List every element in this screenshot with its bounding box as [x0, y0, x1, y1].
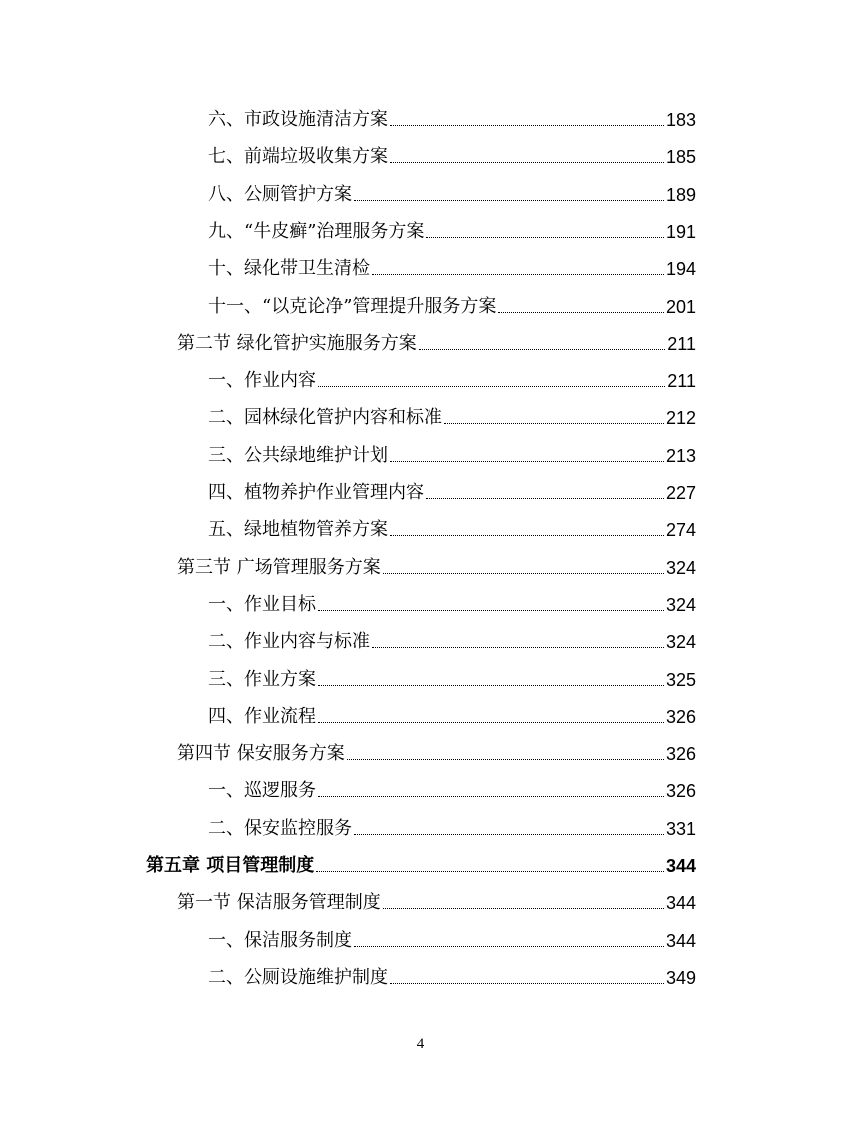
toc-entry-page: 326 — [665, 706, 696, 727]
toc-entry-page: 227 — [665, 483, 696, 503]
toc-entry[interactable] — [208, 698, 696, 728]
dot-leader — [372, 646, 664, 648]
dot-leader — [318, 385, 665, 387]
toc-entry[interactable] — [208, 772, 696, 802]
toc-entry-page: 324 — [665, 557, 696, 578]
toc-entry-page: 344 — [665, 930, 696, 951]
toc-entry[interactable] — [208, 288, 696, 318]
toc-entry-page: 349 — [665, 967, 696, 988]
toc-entry[interactable] — [208, 250, 696, 280]
dot-leader — [498, 311, 664, 313]
toc-chapter-entry[interactable] — [146, 847, 696, 877]
dot-leader — [354, 199, 664, 201]
toc-entry-title: 二、园林绿化管护内容和标准 — [208, 407, 442, 429]
dot-leader — [390, 534, 664, 536]
toc-entry-page: 326 — [665, 744, 696, 765]
toc-entry-title: 九、“牛皮癣”治理服务方案 — [208, 220, 425, 242]
toc-entry-page: 212 — [665, 408, 696, 429]
dot-leader — [347, 758, 664, 760]
toc-entry[interactable] — [208, 511, 696, 541]
dot-leader — [426, 497, 664, 499]
dot-leader — [372, 273, 664, 275]
toc-entry[interactable] — [208, 213, 696, 243]
toc-entry-title: 八、公厕管护方案 — [208, 183, 352, 205]
toc-section-entry[interactable] — [177, 549, 696, 579]
toc-entry-page: 194 — [665, 259, 696, 280]
dot-leader — [390, 124, 664, 126]
toc-entry-page: 324 — [665, 594, 696, 615]
toc-entry-page: 189 — [665, 184, 696, 205]
toc-entry-title: 一、作业目标 — [208, 593, 316, 615]
toc-entry-title: 六、市政设施清洁方案 — [208, 109, 388, 130]
dot-leader — [316, 870, 664, 872]
toc-entry[interactable] — [208, 586, 696, 616]
toc-entry[interactable] — [208, 810, 696, 840]
toc-entry-page: 191 — [665, 221, 696, 242]
toc-entry-page: 326 — [665, 781, 696, 802]
toc-entry[interactable] — [208, 474, 696, 504]
toc-entry[interactable] — [208, 176, 696, 206]
toc-entry[interactable] — [208, 101, 696, 131]
toc-entry-title: 三、作业方案 — [208, 668, 316, 690]
dot-leader — [383, 907, 664, 909]
toc-entry-page: 201 — [665, 296, 696, 317]
toc-entry-page: 183 — [665, 110, 696, 130]
toc-entry-title: 三、公共绿地维护计划 — [208, 444, 388, 466]
dot-leader — [318, 795, 664, 797]
toc-entry-page: 274 — [665, 520, 696, 541]
dot-leader — [354, 833, 664, 835]
toc-entry-page: 344 — [665, 856, 696, 876]
toc-entry-title: 十、绿化带卫生清检 — [208, 258, 370, 280]
toc-entry-page: 213 — [665, 445, 696, 466]
toc-entry-title: 第四节 保安服务方案 — [177, 743, 345, 765]
toc-entry-title: 二、作业内容与标准 — [208, 631, 370, 653]
toc-entry-title: 一、作业内容 — [208, 370, 316, 392]
dot-leader — [318, 684, 664, 686]
toc-entry[interactable] — [208, 922, 696, 952]
toc-entry-page: 331 — [665, 818, 696, 839]
toc-entry-title: 十一、“以克论净”管理提升服务方案 — [208, 295, 497, 317]
dot-leader — [318, 609, 664, 611]
toc-entry-title: 二、公厕设施维护制度 — [208, 966, 388, 988]
toc-entry-title: 第五章 项目管理制度 — [146, 855, 315, 876]
toc-entry[interactable] — [208, 399, 696, 429]
toc-entry[interactable] — [208, 623, 696, 653]
toc-entry-page: 344 — [665, 893, 696, 914]
toc-entry[interactable] — [208, 959, 696, 989]
dot-leader — [354, 945, 664, 947]
toc-entry[interactable] — [208, 437, 696, 467]
toc-entry-title: 七、前端垃圾收集方案 — [208, 146, 388, 168]
dot-leader — [444, 422, 664, 424]
toc-section-entry[interactable] — [177, 325, 696, 355]
toc-entry-page: 185 — [665, 147, 696, 168]
toc-entry-title: 一、保洁服务制度 — [208, 929, 352, 951]
toc-entry-title: 一、巡逻服务 — [208, 780, 316, 802]
toc-entry-page: 324 — [665, 632, 696, 653]
dot-leader — [390, 460, 664, 462]
toc-entry-title: 五、绿地植物管养方案 — [208, 519, 388, 541]
dot-leader — [390, 161, 664, 163]
toc-entry-title: 第一节 保洁服务管理制度 — [177, 892, 381, 914]
toc-entry[interactable] — [208, 138, 696, 168]
toc-entry[interactable] — [208, 661, 696, 691]
toc-section-entry[interactable] — [177, 884, 696, 914]
toc-entry-page: 325 — [665, 669, 696, 690]
toc-entry-title: 四、植物养护作业管理内容 — [208, 482, 424, 503]
page-number: 4 — [416, 1036, 425, 1052]
toc-entry-page: 211 — [667, 371, 696, 392]
toc-entry-title: 二、保安监控服务 — [208, 817, 352, 839]
dot-leader — [426, 236, 664, 238]
toc-entry-title: 四、作业流程 — [208, 705, 316, 727]
toc-entry[interactable] — [208, 362, 696, 392]
dot-leader — [419, 348, 666, 350]
dot-leader — [390, 982, 664, 984]
dot-leader — [318, 721, 664, 723]
toc-section-entry[interactable] — [177, 735, 696, 765]
toc-entry-title: 第三节 广场管理服务方案 — [177, 556, 381, 578]
toc-entry-title: 第二节 绿化管护实施服务方案 — [177, 332, 417, 354]
toc-entry-page: 211 — [667, 333, 696, 354]
dot-leader — [383, 572, 664, 574]
